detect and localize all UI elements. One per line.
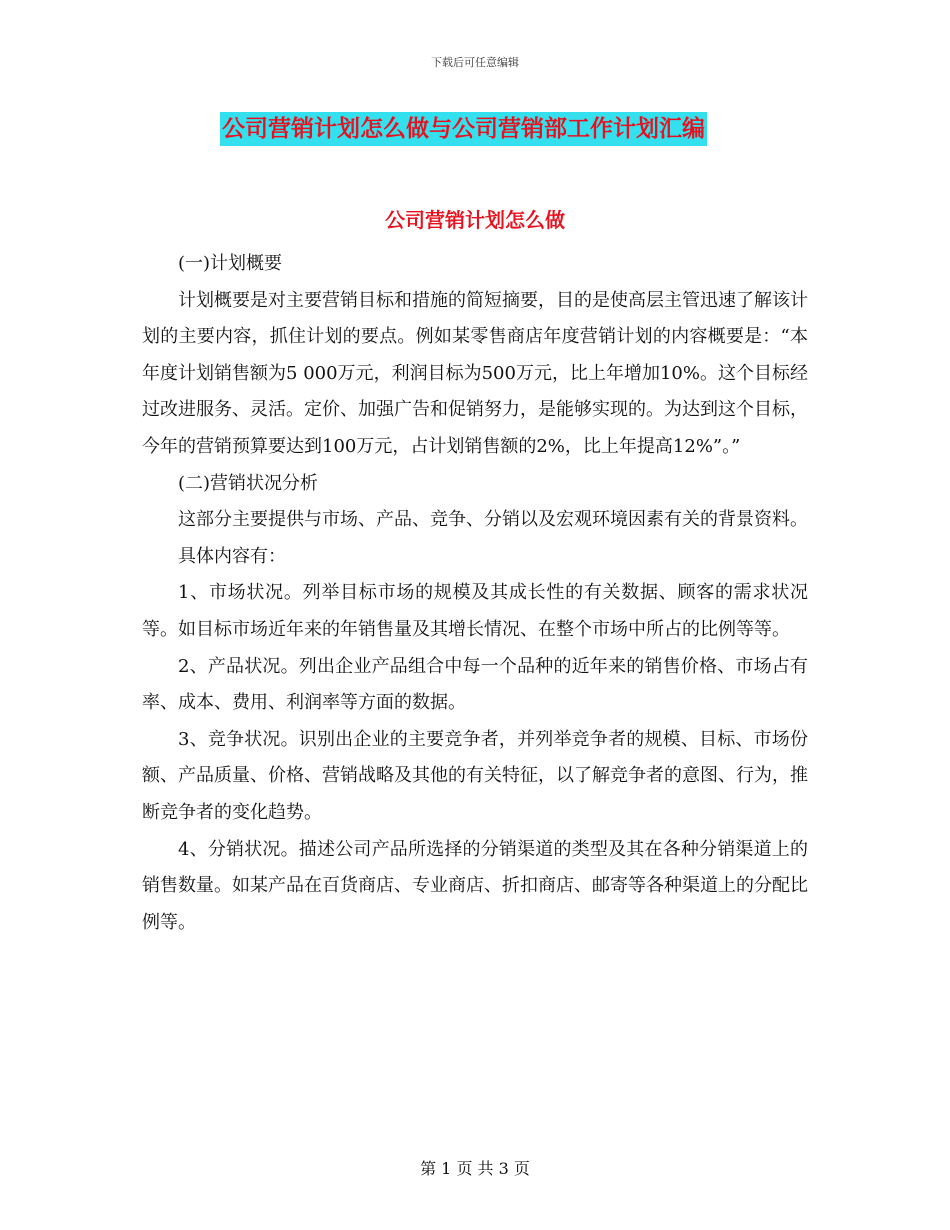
section-title: 公司营销计划怎么做 xyxy=(385,208,565,232)
document-body xyxy=(142,246,808,941)
paragraph-heading-2: (二)营销状况分析 xyxy=(178,472,319,494)
paragraph: 3、竞争状况。识别出企业的主要竞争者，并列举竞争者的规模、目标、市场份额、产品质量、价格、营销战略及其他的有关特征，以了解竞争者的意图、行为，推断竞争者的变化趋势。 xyxy=(142,728,808,823)
header-note: 下载后可任意编辑 xyxy=(431,56,519,69)
paragraph: 1、市场状况。列举目标市场的规模及其成长性的有关数据、顾客的需求状况等。如目标市场近年来的年销售量及其增长情况、在整个市场中所占的比例等等。 xyxy=(142,582,808,640)
paragraph: 这部分主要提供与市场、产品、竞争、分销以及宏观环境因素有关的背景资料。 xyxy=(178,509,808,531)
paragraph-heading-1: (一)计划概要 xyxy=(178,253,283,274)
paragraph: 4、分销状况。描述公司产品所选择的分销渠道的类型及其在各种分销渠道上的销售数量。如某产品在百货商店、专业商店、折扣商店、邮寄等各种渠道上的分配比例等。 xyxy=(142,838,808,933)
document-title: 公司营销计划怎么做与公司营销部工作计划汇编 xyxy=(220,112,707,146)
paragraph: 2、产品状况。列出企业产品组合中每一个品种的近年来的销售价格、市场占有率、成本、费用、利润率等方面的数据。 xyxy=(142,655,808,714)
paragraph: 计划概要是对主要营销目标和措施的简短摘要，目的是使高层主管迅速了解该计划的主要内容，抓住计划的要点。例如某零售商店年度营销计划的内容概要是：“本年度计划销售额为5 000万元，利润目标为500万元，比上年增加10%。这个目标经过改进服务、灵活。定价、加强广告和促销努力，是能够实现的。为达到这个目标，今年的营销预算要达到100万元，占计划销售额的2%，比上年提高12%”。” xyxy=(142,289,808,457)
paragraph: 具体内容有： xyxy=(178,545,286,567)
page-footer: 第 1 页 共 3 页 xyxy=(420,1159,530,1178)
